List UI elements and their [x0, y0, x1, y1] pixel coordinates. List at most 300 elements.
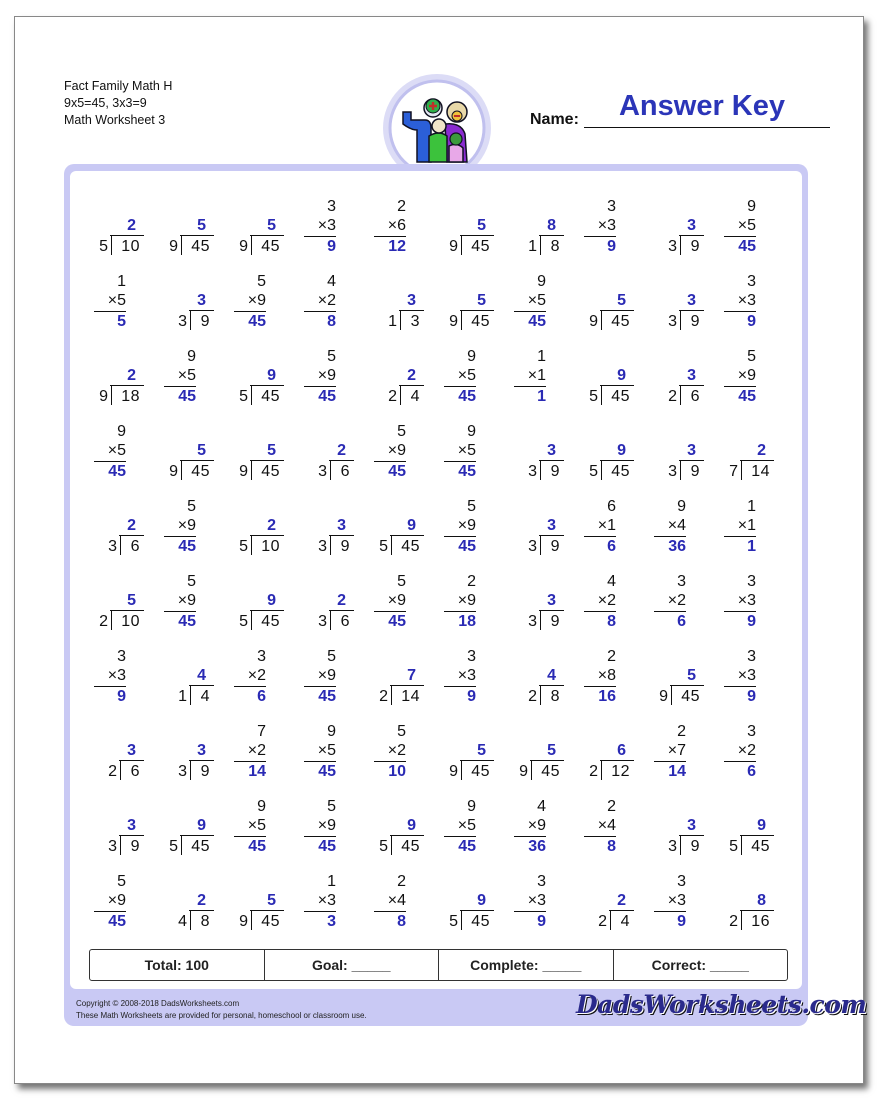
- quotient-value: 3: [687, 217, 696, 234]
- factor-bottom: ×5: [317, 742, 336, 759]
- multiplication-problem: [304, 347, 336, 406]
- factor-bottom: ×9: [247, 292, 266, 309]
- problem: [564, 797, 634, 867]
- division-bracket: [540, 610, 542, 630]
- division-bracket: [120, 835, 122, 855]
- factor-top: 3: [747, 273, 756, 290]
- divisor: 2: [668, 388, 677, 405]
- problem: [74, 272, 144, 342]
- problem: [634, 197, 704, 267]
- divisor: 1: [178, 688, 187, 705]
- dividend: 45: [261, 238, 280, 255]
- division-problem: [434, 291, 494, 331]
- problem: [74, 797, 144, 867]
- quotient-value: 9: [477, 892, 486, 909]
- answer-value: 9: [677, 913, 686, 930]
- factor-bottom: ×9: [317, 667, 336, 684]
- quotient-value: 5: [267, 442, 276, 459]
- problem: [284, 722, 354, 792]
- multiplication-problem: [234, 647, 266, 706]
- division-bracket: [120, 535, 122, 555]
- answer-value: 45: [458, 463, 476, 480]
- quotient-value: 8: [757, 892, 766, 909]
- problem: [144, 197, 214, 267]
- quotient-value: 2: [267, 517, 276, 534]
- division-problem: [644, 816, 704, 856]
- problem: [214, 647, 284, 717]
- factor-bottom: ×3: [667, 892, 686, 909]
- multiplication-problem: [724, 572, 756, 631]
- factor-bottom: ×2: [317, 292, 336, 309]
- factor-bottom: ×5: [457, 817, 476, 834]
- division-bracket: [181, 835, 183, 855]
- problem: [634, 272, 704, 342]
- factor-top: 9: [327, 723, 336, 740]
- multiplication-problem: [724, 647, 756, 706]
- divisor: 5: [589, 388, 598, 405]
- problem: [74, 497, 144, 567]
- division-problem: [574, 366, 634, 406]
- factor-bottom: ×9: [107, 892, 126, 909]
- quotient-value: 5: [267, 217, 276, 234]
- multiplication-problem: [584, 797, 616, 856]
- problem: [214, 797, 284, 867]
- problem: [214, 572, 284, 642]
- factor-bottom: ×3: [597, 217, 616, 234]
- quotient-value: 3: [687, 817, 696, 834]
- factor-top: 7: [257, 723, 266, 740]
- answer-value: 45: [318, 838, 336, 855]
- multiplication-problem: [164, 572, 196, 631]
- problem: [214, 272, 284, 342]
- multiplication-problem: [654, 572, 686, 631]
- problem: [494, 197, 564, 267]
- division-bracket: [601, 385, 603, 405]
- division-bracket: [601, 760, 603, 780]
- dividend: 45: [261, 613, 280, 630]
- division-bracket: [540, 460, 542, 480]
- multiplication-problem: [304, 647, 336, 706]
- factor-bottom: ×1: [737, 517, 756, 534]
- multiplication-problem: [374, 422, 406, 481]
- problem: [704, 347, 774, 417]
- problem: [494, 797, 564, 867]
- answer-value: 6: [677, 613, 686, 630]
- factor-bottom: ×4: [667, 517, 686, 534]
- division-bracket: [461, 760, 463, 780]
- division-bracket: [531, 760, 533, 780]
- factor-bottom: ×2: [247, 742, 266, 759]
- answer-value: 9: [747, 688, 756, 705]
- problem: [144, 422, 214, 492]
- problem: [354, 347, 424, 417]
- divisor: 9: [239, 238, 248, 255]
- divisor: 2: [598, 913, 607, 930]
- problem: [704, 797, 774, 867]
- divisor: 3: [318, 613, 327, 630]
- answer-value: 45: [388, 613, 406, 630]
- problem: [424, 872, 494, 942]
- factor-bottom: ×5: [457, 367, 476, 384]
- problem: [354, 272, 424, 342]
- answer-value: 45: [108, 463, 126, 480]
- factor-bottom: ×5: [247, 817, 266, 834]
- division-bar: [180, 460, 214, 461]
- factor-bottom: ×2: [597, 592, 616, 609]
- divisor: 3: [178, 763, 187, 780]
- factor-bottom: ×9: [457, 517, 476, 534]
- multiplication-problem: [304, 272, 336, 331]
- dividend: 9: [690, 238, 700, 255]
- factor-bottom: ×2: [667, 592, 686, 609]
- divisor: 3: [668, 313, 677, 330]
- division-problem: [84, 366, 144, 406]
- division-bar: [119, 760, 144, 761]
- quotient-value: 9: [617, 442, 626, 459]
- factor-top: 1: [117, 273, 126, 290]
- problem: [214, 872, 284, 942]
- problem: [284, 872, 354, 942]
- division-bar: [119, 835, 144, 836]
- quotient-value: 8: [547, 217, 556, 234]
- problem: [284, 572, 354, 642]
- division-problem: [294, 516, 354, 556]
- answer-value: 6: [607, 538, 616, 555]
- multiplication-problem: [584, 572, 616, 631]
- division-problem: [84, 741, 144, 781]
- dividend: 8: [200, 913, 210, 930]
- quotient-value: 9: [407, 817, 416, 834]
- divisor: 9: [239, 913, 248, 930]
- multiplication-problem: [724, 347, 756, 406]
- division-bracket: [540, 535, 542, 555]
- divisor: 3: [528, 463, 537, 480]
- division-problem: [574, 291, 634, 331]
- factor-bottom: ×5: [107, 442, 126, 459]
- division-bracket: [741, 460, 743, 480]
- division-bar: [679, 385, 704, 386]
- divisor: 2: [729, 913, 738, 930]
- factor-top: 1: [537, 348, 546, 365]
- division-problem: [84, 816, 144, 856]
- answer-value: 6: [747, 763, 756, 780]
- problem: [424, 422, 494, 492]
- division-problem: [644, 291, 704, 331]
- factor-bottom: ×9: [317, 817, 336, 834]
- multiplication-problem: [444, 797, 476, 856]
- problem: [564, 647, 634, 717]
- complete-cell[interactable]: Complete: _____: [439, 950, 614, 980]
- answer-value: 6: [257, 688, 266, 705]
- dividend: 14: [751, 463, 770, 480]
- factor-bottom: ×9: [737, 367, 756, 384]
- dividend: 9: [690, 463, 700, 480]
- dividend: 6: [340, 613, 350, 630]
- factor-bottom: ×5: [177, 367, 196, 384]
- division-bar: [110, 610, 144, 611]
- quotient-value: 5: [617, 292, 626, 309]
- multiplication-problem: [444, 347, 476, 406]
- dividend: 9: [200, 763, 210, 780]
- multiplication-problem: [444, 572, 476, 631]
- divisor: 5: [379, 538, 388, 555]
- problem: [284, 497, 354, 567]
- division-bar: [600, 310, 634, 311]
- division-bracket: [251, 385, 253, 405]
- dividend: 45: [751, 838, 770, 855]
- factor-top: 5: [397, 423, 406, 440]
- factor-top: 2: [677, 723, 686, 740]
- factor-top: 9: [677, 498, 686, 515]
- dividend: 45: [191, 463, 210, 480]
- factor-bottom: ×1: [597, 517, 616, 534]
- multiplication-problem: [724, 272, 756, 331]
- problem: [494, 422, 564, 492]
- division-bar: [390, 835, 424, 836]
- division-problem: [294, 591, 354, 631]
- dadsworksheets-logo: DadsWorksheets.com: [576, 990, 867, 1019]
- quotient-value: 3: [687, 367, 696, 384]
- answer-value: 45: [248, 838, 266, 855]
- answer-value: 9: [467, 688, 476, 705]
- division-problem: [434, 216, 494, 256]
- answer-value: 9: [327, 238, 336, 255]
- answer-value: 45: [248, 313, 266, 330]
- quotient-value: 9: [197, 817, 206, 834]
- divisor: 4: [178, 913, 187, 930]
- division-bar: [539, 460, 564, 461]
- quotient-value: 9: [267, 367, 276, 384]
- problem: [74, 872, 144, 942]
- answer-value: 9: [607, 238, 616, 255]
- multiplication-problem: [724, 197, 756, 256]
- division-problem: [224, 891, 284, 931]
- quotient-value: 3: [687, 292, 696, 309]
- answer-value: 45: [528, 313, 546, 330]
- divisor: 5: [99, 238, 108, 255]
- division-bracket: [251, 535, 253, 555]
- division-bar: [740, 835, 774, 836]
- division-problem: [224, 366, 284, 406]
- divisor: 1: [528, 238, 537, 255]
- divisor: 3: [318, 463, 327, 480]
- division-problem: [154, 891, 214, 931]
- division-bracket: [111, 385, 113, 405]
- factor-top: 5: [187, 573, 196, 590]
- quotient-value: 3: [687, 442, 696, 459]
- problem: [634, 722, 704, 792]
- division-problem: [154, 291, 214, 331]
- quotient-value: 4: [547, 667, 556, 684]
- division-bracket: [540, 685, 542, 705]
- factor-bottom: ×3: [737, 292, 756, 309]
- problem: [424, 647, 494, 717]
- dividend: 45: [681, 688, 700, 705]
- division-bar: [180, 235, 214, 236]
- factor-top: 3: [327, 198, 336, 215]
- dividend: 45: [471, 238, 490, 255]
- problem: [354, 497, 424, 567]
- problem: [564, 272, 634, 342]
- divisor: 5: [449, 913, 458, 930]
- divisor: 9: [589, 313, 598, 330]
- multiplication-problem: [654, 497, 686, 556]
- quotient-value: 3: [547, 592, 556, 609]
- division-bracket: [190, 310, 192, 330]
- factor-bottom: ×3: [317, 892, 336, 909]
- answer-value: 1: [537, 388, 546, 405]
- multiplication-problem: [374, 722, 406, 781]
- multiplication-problem: [304, 872, 336, 931]
- dividend: 18: [121, 388, 140, 405]
- dividend: 12: [611, 763, 630, 780]
- factor-bottom: ×6: [387, 217, 406, 234]
- problem: [634, 797, 704, 867]
- division-bracket: [741, 910, 743, 930]
- factor-top: 3: [467, 648, 476, 665]
- factor-top: 9: [747, 198, 756, 215]
- problem: [704, 497, 774, 567]
- factor-bottom: ×4: [597, 817, 616, 834]
- quotient-value: 2: [757, 442, 766, 459]
- problem: [354, 197, 424, 267]
- goal-cell[interactable]: Goal: _____: [265, 950, 440, 980]
- answer-value: 9: [537, 913, 546, 930]
- problem: [284, 797, 354, 867]
- division-bar: [539, 610, 564, 611]
- divisor: 1: [388, 313, 397, 330]
- factor-top: 9: [467, 423, 476, 440]
- problem: [214, 197, 284, 267]
- division-bar: [390, 535, 424, 536]
- problem: [424, 797, 494, 867]
- quotient-value: 6: [617, 742, 626, 759]
- problem: [424, 497, 494, 567]
- division-problem: [364, 366, 424, 406]
- answer-value: 45: [738, 238, 756, 255]
- division-bracket: [190, 685, 192, 705]
- dividend: 45: [401, 838, 420, 855]
- problem: [144, 272, 214, 342]
- factor-top: 5: [397, 723, 406, 740]
- division-problem: [294, 441, 354, 481]
- problem: [634, 497, 704, 567]
- answer-value: 8: [607, 613, 616, 630]
- division-problem: [504, 666, 564, 706]
- division-problem: [714, 816, 774, 856]
- quotient-value: 3: [337, 517, 346, 534]
- division-problem: [574, 741, 634, 781]
- answer-value: 5: [117, 313, 126, 330]
- copyright-line: Copyright © 2008-2018 DadsWorksheets.com: [76, 999, 240, 1008]
- problem: [144, 872, 214, 942]
- division-bar: [110, 385, 144, 386]
- factor-top: 2: [397, 873, 406, 890]
- division-bracket: [111, 235, 113, 255]
- quotient-value: 2: [127, 217, 136, 234]
- division-bar: [189, 760, 214, 761]
- division-bar: [539, 535, 564, 536]
- answer-value: 1: [747, 538, 756, 555]
- answer-value: 45: [178, 388, 196, 405]
- division-problem: [644, 441, 704, 481]
- division-bar: [180, 835, 214, 836]
- division-problem: [224, 441, 284, 481]
- dividend: 4: [410, 388, 420, 405]
- multiplication-problem: [724, 722, 756, 781]
- multiplication-problem: [164, 347, 196, 406]
- name-line[interactable]: [584, 127, 830, 128]
- problem: [74, 572, 144, 642]
- problem: [354, 872, 424, 942]
- dividend: 45: [471, 313, 490, 330]
- quotient-value: 2: [617, 892, 626, 909]
- division-bracket: [181, 460, 183, 480]
- division-problem: [224, 591, 284, 631]
- dividend: 45: [471, 913, 490, 930]
- division-bar: [679, 460, 704, 461]
- answer-value: 45: [458, 388, 476, 405]
- answer-value: 45: [388, 463, 406, 480]
- problem: [144, 797, 214, 867]
- answer-value: 45: [738, 388, 756, 405]
- division-bar: [460, 310, 494, 311]
- answer-value: 45: [318, 688, 336, 705]
- factor-bottom: ×9: [457, 592, 476, 609]
- name-label: Name:: [530, 111, 579, 128]
- dividend: 45: [261, 913, 280, 930]
- multiplication-problem: [94, 647, 126, 706]
- factor-bottom: ×9: [177, 592, 196, 609]
- division-bracket: [680, 235, 682, 255]
- division-problem: [504, 441, 564, 481]
- problem: [354, 572, 424, 642]
- multiplication-problem: [94, 872, 126, 931]
- factor-top: 3: [257, 648, 266, 665]
- division-problem: [434, 741, 494, 781]
- problem: [284, 647, 354, 717]
- problem: [144, 497, 214, 567]
- factor-top: 3: [747, 723, 756, 740]
- factor-top: 4: [607, 573, 616, 590]
- problem: [704, 422, 774, 492]
- factor-bottom: ×7: [667, 742, 686, 759]
- division-bracket: [680, 460, 682, 480]
- divisor: 9: [169, 238, 178, 255]
- factor-bottom: ×2: [247, 667, 266, 684]
- divisor: 2: [99, 613, 108, 630]
- division-problem: [714, 891, 774, 931]
- divisor: 2: [388, 388, 397, 405]
- answer-value: 36: [528, 838, 546, 855]
- problem: [634, 872, 704, 942]
- multiplication-problem: [374, 572, 406, 631]
- division-problem: [714, 441, 774, 481]
- factor-bottom: ×4: [387, 892, 406, 909]
- factor-top: 3: [677, 873, 686, 890]
- divisor: 5: [589, 463, 598, 480]
- division-problem: [154, 816, 214, 856]
- factor-top: 5: [327, 798, 336, 815]
- multiplication-problem: [94, 272, 126, 331]
- title-line-3: Math Worksheet 3: [64, 113, 166, 127]
- divisor: 9: [449, 763, 458, 780]
- division-bracket: [540, 235, 542, 255]
- factor-top: 5: [397, 573, 406, 590]
- correct-cell[interactable]: Correct: _____: [651, 957, 749, 973]
- problem: [354, 647, 424, 717]
- problem: [74, 422, 144, 492]
